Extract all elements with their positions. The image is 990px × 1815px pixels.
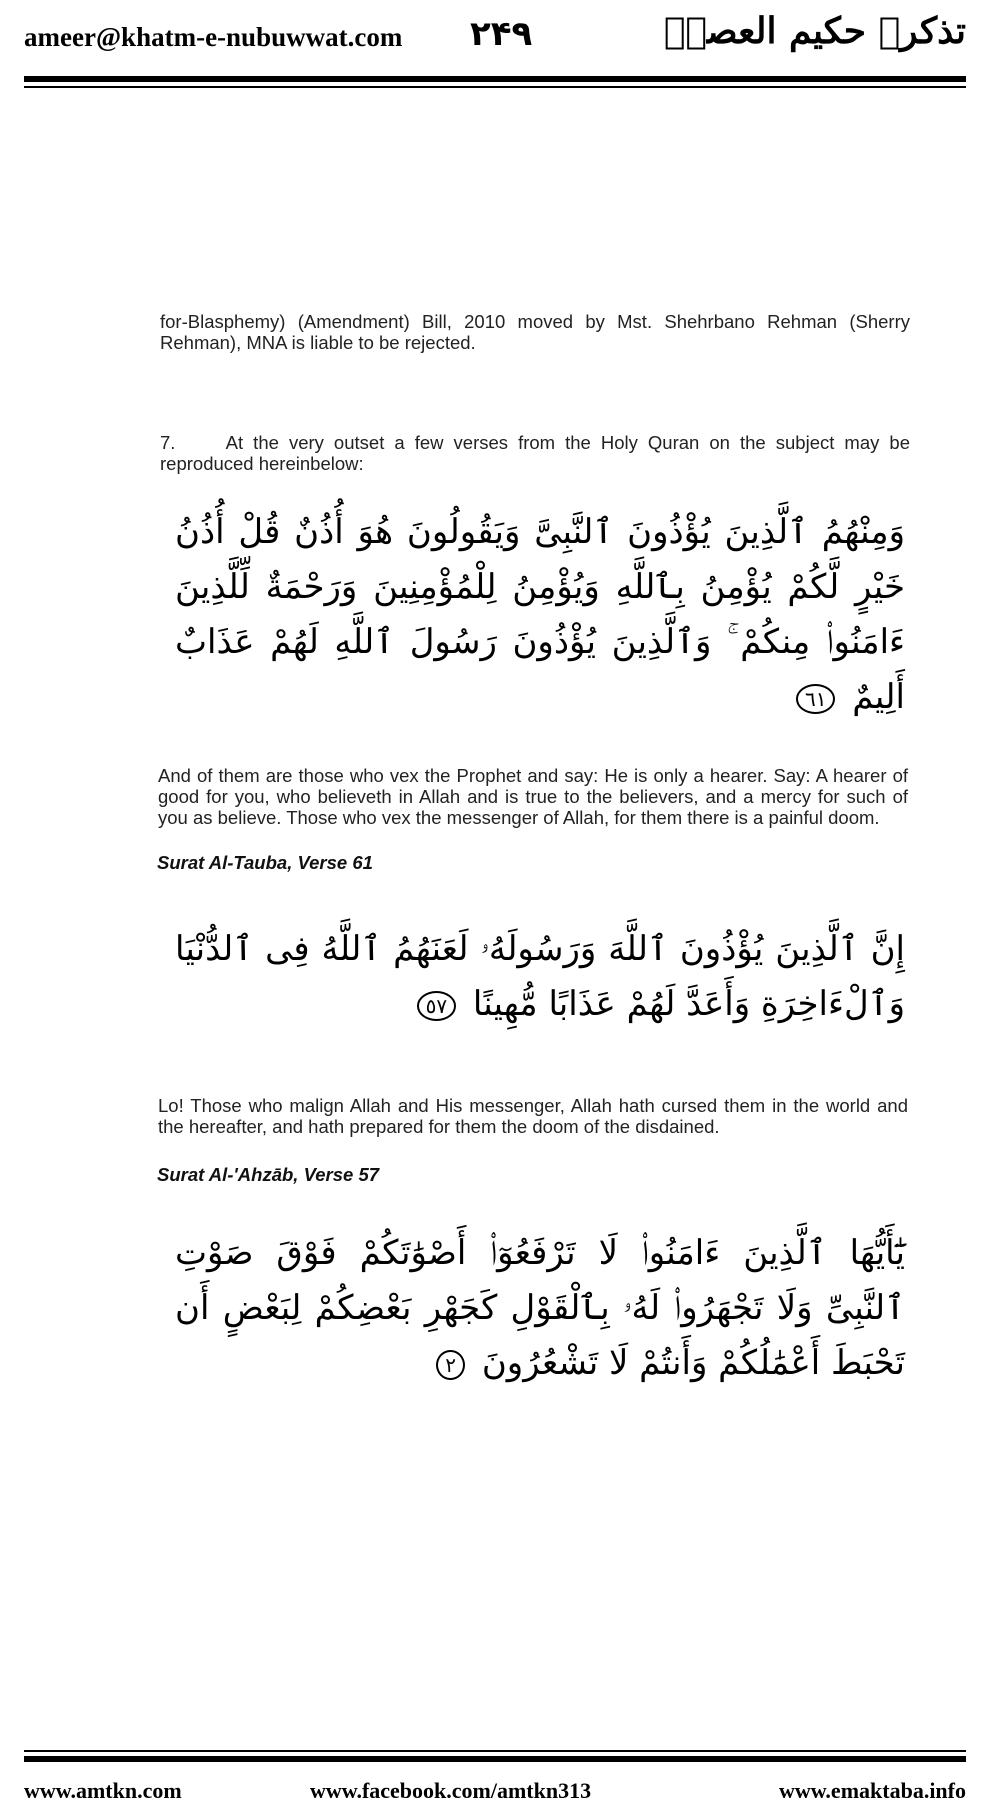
verse-3-text: يَٰٓأَيُّهَا ٱلَّذِينَ ءَامَنُوا۟ لَا تَرْفَعُوٓا۟ أَصْوَٰتَكُمْ فَوْقَ صَوْتِ ٱلنَّبِىِّ وَلَا تَجْهَرُوا۟ لَهُۥ بِٱلْقَوْلِ كَجَهْرِ بَعْضِكُمْ لِبَعْضٍ أَن تَحْبَطَ أَعْمَٰلُكُمْ وَأَنتُمْ لَا تَشْعُرُونَ [175, 1233, 905, 1383]
verse-2-text: إِنَّ ٱلَّذِينَ يُؤْذُونَ ٱللَّهَ وَرَسُولَهُۥ لَعَنَهُمُ ٱللَّهُ فِى ٱلدُّنْيَا وَٱلْءَاخِرَةِ وَأَعَدَّ لَهُمْ عَذَابًا مُّهِينًا [175, 929, 905, 1024]
verse-2-ayah-marker: ٥٧ [417, 991, 456, 1021]
point-7-paragraph [160, 432, 910, 474]
header-email: ameer@khatm-e-nubuwwat.com [24, 22, 403, 52]
verse-2-arabic [175, 922, 905, 1032]
book-title: تذکرہ حکیم العصرؒ [663, 10, 966, 52]
point-7-text: At the very outset a few verses from the Holy Quran on the subject may be reproduced hereinbelow: [160, 432, 910, 474]
footer-rule-thick [24, 1756, 966, 1762]
header-rule-thin [24, 86, 966, 88]
footer-rule-thin [24, 1750, 966, 1752]
verse-3-arabic [175, 1226, 905, 1391]
verse-1-arabic [175, 505, 905, 725]
page-number: ۲۴۹ [470, 14, 533, 54]
verse-1-text: وَمِنْهُمُ ٱلَّذِينَ يُؤْذُونَ ٱلنَّبِىَّ وَيَقُولُونَ هُوَ أُذُنٌ قُلْ أُذُنُ خَيْرٍ لَّكُمْ يُؤْمِنُ بِٱللَّهِ وَيُؤْمِنُ لِلْمُؤْمِنِينَ وَرَحْمَةٌ لِّلَّذِينَ ءَامَنُوا۟ مِنكُمْ ۚ وَٱلَّذِينَ يُؤْذُونَ رَسُولَ ٱللَّهِ لَهُمْ عَذَابٌ أَلِيمٌ [175, 512, 905, 717]
verse-2-translation: Lo! Those who malign Allah and His messenger, Allah hath cursed them in the world and the hereafter, and hath prepared for them the doom of the disdained. [158, 1095, 908, 1137]
intro-paragraph: for-Blasphemy) (Amendment) Bill, 2010 moved by Mst. Shehrbano Rehman (Sherry Rehman), MNA is liable to be rejected. [160, 311, 910, 353]
verse-1-reference: Surat Al-Tauba, Verse 61 [157, 852, 373, 873]
footer-link-amtkn[interactable]: www.amtkn.com [24, 1778, 182, 1803]
verse-1-ayah-marker: ٦١ [796, 684, 835, 714]
footer-link-emaktaba[interactable]: www.emaktaba.info [778, 1778, 966, 1803]
verse-1-translation: And of them are those who vex the Prophet and say: He is only a hearer. Say: A hearer of good for you, who believeth in Allah and is true to the believers, and a mercy for such of you as believe. Those who vex the messenger of Allah, for them there is a painful doom. [158, 765, 908, 828]
header-rule-thick [24, 76, 966, 82]
verse-2-reference: Surat Al-'Ahzāb, Verse 57 [157, 1164, 380, 1185]
footer-link-facebook[interactable]: www.facebook.com/amtkn313 [310, 1778, 592, 1803]
point-7-number: 7. [160, 432, 176, 453]
verse-3-ayah-marker: ٢ [436, 1350, 465, 1380]
